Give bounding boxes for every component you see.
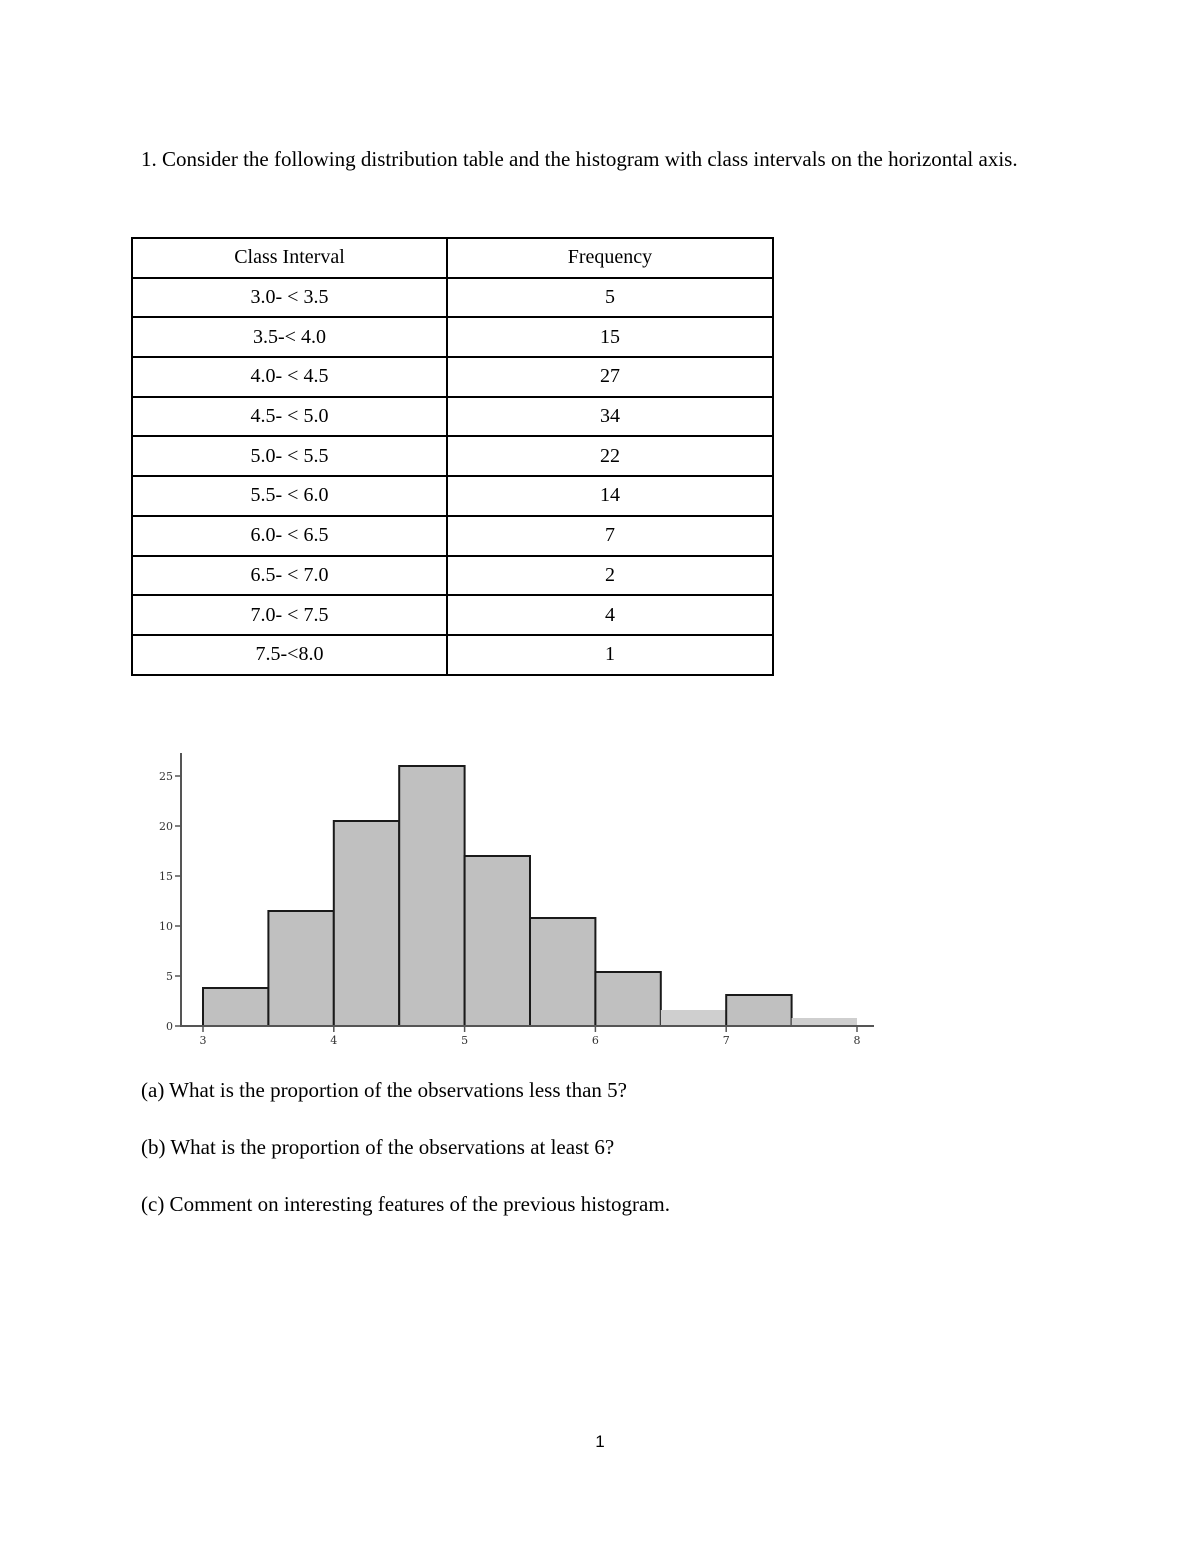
frequency-cell: 22 bbox=[447, 436, 773, 476]
frequency-cell: 27 bbox=[447, 357, 773, 397]
x-tick-label: 6 bbox=[591, 1034, 599, 1047]
class-interval-cell: 5.0- < 5.5 bbox=[132, 436, 447, 476]
page-number: 1 bbox=[595, 1432, 605, 1451]
header-class-interval: Class Interval bbox=[132, 238, 447, 278]
y-tick-label: 25 bbox=[159, 770, 173, 783]
frequency-cell: 14 bbox=[447, 476, 773, 516]
table-row bbox=[132, 436, 773, 476]
histogram-bar bbox=[792, 1018, 857, 1026]
x-tick-label: 8 bbox=[853, 1034, 861, 1047]
x-tick-label: 5 bbox=[461, 1034, 469, 1047]
histogram-bar bbox=[203, 988, 268, 1026]
sub-question-c: (c) Comment on interesting features of the previous histogram. bbox=[141, 1192, 670, 1216]
frequency-cell: 2 bbox=[447, 556, 773, 596]
class-interval-cell: 4.5- < 5.0 bbox=[132, 397, 447, 437]
x-tick-label: 3 bbox=[199, 1034, 207, 1047]
table-header-row bbox=[132, 238, 773, 278]
table-row bbox=[132, 357, 773, 397]
histogram-bar bbox=[726, 995, 791, 1026]
y-tick-label: 20 bbox=[159, 820, 173, 833]
question-intro: 1. Consider the following distribution table and the histogram with class intervals on the horizontal axis. bbox=[141, 147, 1018, 171]
histogram-bar bbox=[530, 918, 595, 1026]
histogram-bar bbox=[334, 821, 399, 1026]
class-interval-cell: 6.5- < 7.0 bbox=[132, 556, 447, 596]
table-row bbox=[132, 397, 773, 437]
frequency-cell: 1 bbox=[447, 635, 773, 675]
y-tick-label: 10 bbox=[159, 920, 173, 933]
class-interval-cell: 3.5-< 4.0 bbox=[132, 317, 447, 357]
histogram-bar bbox=[465, 856, 530, 1026]
histogram-bar bbox=[661, 1010, 726, 1026]
table-row bbox=[132, 317, 773, 357]
frequency-cell: 15 bbox=[447, 317, 773, 357]
histogram-bar bbox=[595, 972, 660, 1026]
table-row bbox=[132, 278, 773, 318]
frequency-cell: 7 bbox=[447, 516, 773, 556]
histogram-bar bbox=[268, 911, 333, 1026]
frequency-cell: 4 bbox=[447, 595, 773, 635]
table-row bbox=[132, 476, 773, 516]
table-row bbox=[132, 556, 773, 596]
class-interval-cell: 7.0- < 7.5 bbox=[132, 595, 447, 635]
class-interval-cell: 4.0- < 4.5 bbox=[132, 357, 447, 397]
sub-question-a: (a) What is the proportion of the observations less than 5? bbox=[141, 1078, 627, 1102]
histogram-chart bbox=[150, 745, 890, 1055]
frequency-cell: 5 bbox=[447, 278, 773, 318]
frequency-cell: 34 bbox=[447, 397, 773, 437]
table-row bbox=[132, 635, 773, 675]
y-tick-label: 5 bbox=[166, 970, 173, 983]
y-tick-label: 0 bbox=[166, 1020, 173, 1033]
sub-question-b: (b) What is the proportion of the observations at least 6? bbox=[141, 1135, 615, 1159]
class-interval-cell: 3.0- < 3.5 bbox=[132, 278, 447, 318]
header-frequency: Frequency bbox=[447, 238, 773, 278]
distribution-table bbox=[131, 237, 774, 676]
class-interval-cell: 5.5- < 6.0 bbox=[132, 476, 447, 516]
y-tick-label: 15 bbox=[159, 870, 173, 883]
class-interval-cell: 7.5-<8.0 bbox=[132, 635, 447, 675]
x-tick-label: 7 bbox=[722, 1034, 730, 1047]
class-interval-cell: 6.0- < 6.5 bbox=[132, 516, 447, 556]
histogram-bar bbox=[399, 766, 464, 1026]
table-row bbox=[132, 595, 773, 635]
x-tick-label: 4 bbox=[330, 1034, 338, 1047]
table-row bbox=[132, 516, 773, 556]
